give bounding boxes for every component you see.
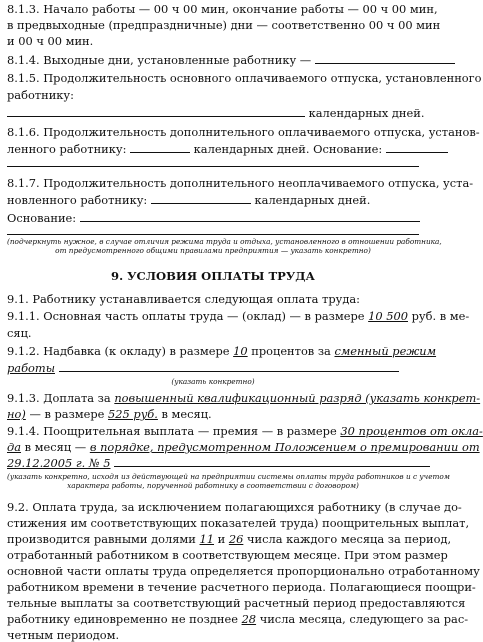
para-8-1-7-line1: 8.1.7. Продолжительность дополнительного неоплачиваемого отпуска, уста-	[7, 176, 474, 190]
extra-pay-reason-part1: повышенный квалификационный разряд (указать конкрет-	[114, 391, 481, 405]
para-9-1-2-text-b: процентов за	[251, 344, 331, 358]
note-8-line1: (подчеркнуть нужное, в случае отличия режима труда и отдыха, установленного в отношении работника,	[7, 237, 442, 246]
para-8-1-5-line3	[7, 106, 425, 120]
para-9-2-text-a: производится равными долями	[7, 532, 196, 546]
para-8-1-7-line3	[7, 211, 419, 225]
bonus-reason-part2: работы	[7, 361, 55, 375]
para-8-1-5-line2: работнику:	[7, 88, 74, 102]
para-8-1-6-text-b: календарных дней. Основание:	[193, 142, 383, 156]
para-9-2-text-d: работнику единовременно не позднее	[7, 612, 238, 626]
para-8-1-3-line3: и 00 ч 00 мин.	[7, 34, 94, 48]
para-8-1-4-text: 8.1.4. Выходные дни, установленные работнику —	[7, 53, 312, 67]
bonus-reason-blank	[59, 361, 399, 372]
para-9-2-line9: четным периодом.	[7, 628, 120, 642]
para-9-1-1-text-b: руб. в ме-	[411, 309, 470, 323]
para-9-1-3-text-b: — в размере	[29, 407, 105, 421]
note-8-line2: от предусмотренного общими правилами предприятия — указать конкретно)	[55, 246, 371, 255]
para-9-2-line8	[7, 612, 469, 626]
main-vacation-days-blank	[7, 106, 305, 117]
para-8-1-7-text-a: новленного работнику:	[7, 193, 148, 207]
para-9-2-line5: основной части оплаты труда определяется пропорционально отработанному	[7, 564, 480, 578]
para-8-1-7-blank-line	[7, 234, 419, 235]
para-9-2-text-e: числа месяца, следующего за рас-	[259, 612, 469, 626]
para-8-1-7-line2	[7, 193, 419, 207]
para-9-2-line4: отработанный работником в соответствующем месяце. При этом размер	[7, 548, 448, 562]
salary-amount: 10 500	[368, 309, 408, 323]
bonus-percent: 10	[233, 344, 248, 358]
para-9-1-4-line3	[7, 456, 419, 470]
para-8-1-3-line2: в предвыходные (предпраздничные) дни — соответственно 00 ч 00 мин	[7, 18, 441, 32]
para-9-1-1-text-a: 9.1.1. Основная часть оплаты труда — (оклад) — в размере	[7, 309, 365, 323]
para-9-1-3-text-a: 9.1.3. Доплата за	[7, 391, 111, 405]
para-9-1-2-line1	[7, 344, 437, 358]
calendar-days-label: календарных дней.	[308, 106, 425, 120]
para-8-1-7-basis-label: Основание:	[7, 211, 77, 225]
premium-amount-part1: 30 процентов от окла-	[340, 424, 483, 438]
para-9-1: 9.1. Работнику устанавливается следующая оплата труда:	[7, 292, 360, 306]
note-9-1-4-line2: характера работы, порученной работнику в соответствии с договором)	[67, 481, 359, 490]
para-9-1-2-text-a: 9.1.2. Надбавка (к окладу) в размере	[7, 344, 230, 358]
para-9-2-line6: работником времени в течение расчетного периода. Полагающиеся поощри-	[7, 580, 476, 594]
para-8-1-5-line1: 8.1.5. Продолжительность основного оплачиваемого отпуска, установленного	[7, 71, 482, 85]
bonus-reason-part1: сменный режим	[334, 344, 437, 358]
para-9-1-1-line2: сяц.	[7, 326, 32, 340]
para-8-1-6-line2	[7, 142, 419, 156]
para-8-1-6-blank-line	[7, 166, 419, 167]
section-9-heading: 9. УСЛОВИЯ ОПЛАТЫ ТРУДА	[111, 269, 315, 283]
extra-paid-days-blank	[130, 142, 190, 153]
weekend-days-blank	[315, 53, 455, 64]
para-9-1-3-text-c: в месяц.	[161, 407, 212, 421]
para-9-2-line2: стижения им соответствующих показателей труда) поощрительных выплат,	[7, 516, 470, 530]
para-9-1-4-text-a: 9.1.4. Поощрительная выплата — премия — в размере	[7, 424, 337, 438]
extra-pay-reason-part2: но)	[7, 407, 26, 421]
note-9-1-4-line1: (указать конкретно, исходя из действующей на предприятии системы оплаты труда работников и с учетом	[7, 472, 450, 481]
premium-pay-day: 28	[241, 612, 257, 626]
premium-order-part2: 29.12.2005 г. № 5	[7, 456, 111, 470]
para-9-2-line7: тельные выплаты за соответствующий расчетный период предоставляются	[7, 596, 466, 610]
para-9-1-2-line2	[7, 361, 419, 375]
unpaid-basis-blank	[80, 211, 420, 222]
para-8-1-6-line1: 8.1.6. Продолжительность дополнительного оплачиваемого отпуска, установ-	[7, 125, 480, 139]
note-9-1-2: (указать конкретно)	[171, 377, 255, 386]
para-9-1-4-text-b: в месяц —	[24, 440, 87, 454]
premium-order-blank	[114, 456, 430, 467]
para-8-1-4	[7, 53, 419, 67]
para-9-1-1-line1	[7, 309, 470, 323]
pay-day-1: 11	[199, 532, 215, 546]
premium-amount-part2: да	[7, 440, 22, 454]
para-9-2-text-c: числа каждого месяца за период,	[246, 532, 452, 546]
para-9-2-line3	[7, 532, 452, 546]
para-8-1-7-text-b: календарных дней.	[254, 193, 371, 207]
para-9-1-3-line1	[7, 391, 481, 405]
para-9-2-line1: 9.2. Оплата труда, за исключением полагающихся работнику (в случае до-	[7, 500, 462, 514]
extra-pay-amount: 525 руб.	[108, 407, 158, 421]
para-9-2-text-b: и	[217, 532, 226, 546]
pay-day-2: 26	[228, 532, 244, 546]
extra-paid-basis-blank	[386, 142, 448, 153]
premium-order-part1: в порядке, предусмотренном Положением о премировании от	[89, 440, 480, 454]
para-8-1-3-line1: 8.1.3. Начало работы — 00 ч 00 мин, окончание работы — 00 ч 00 мин,	[7, 2, 438, 16]
para-9-1-4-line1	[7, 424, 483, 438]
para-8-1-6-text-a: ленного работнику:	[7, 142, 127, 156]
unpaid-days-blank	[151, 193, 251, 204]
para-9-1-3-line2	[7, 407, 419, 421]
para-9-1-4-line2	[7, 440, 480, 454]
